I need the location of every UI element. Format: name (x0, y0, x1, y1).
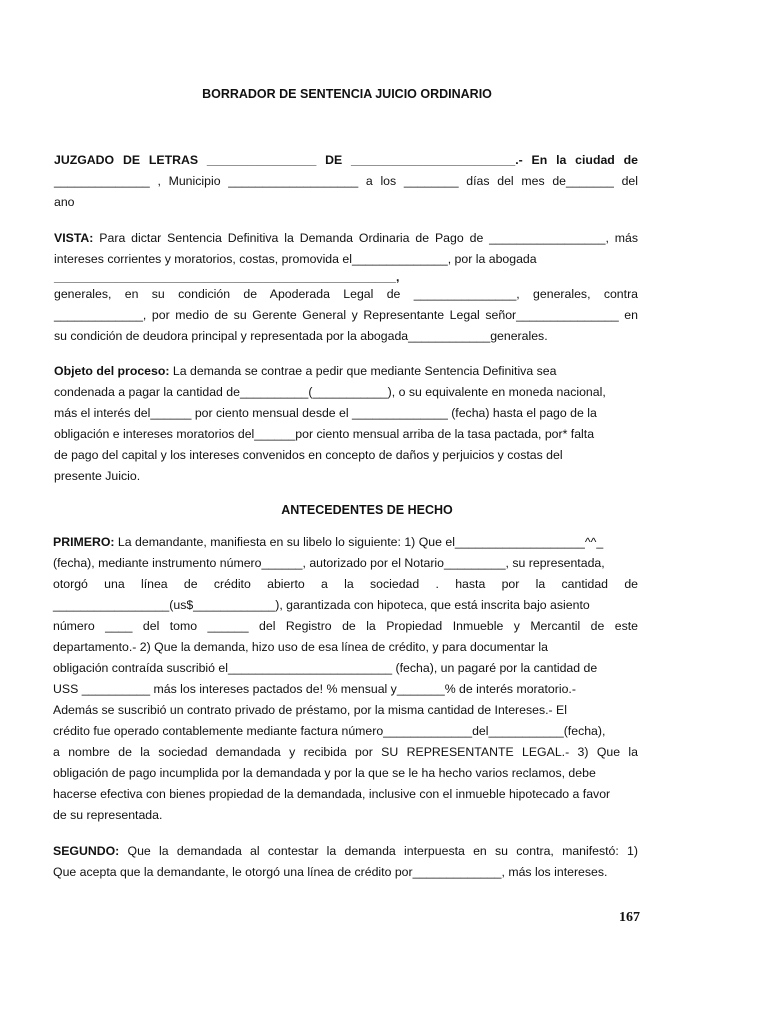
paragraph-juzgado (54, 150, 638, 213)
text-line (54, 228, 638, 249)
text-line: Que acepta que la demandante, le otorgó una línea de crédito por_____________, más los intereses. (53, 865, 608, 879)
text-line: ano (54, 195, 75, 209)
text-line (53, 532, 638, 553)
paragraph-lead: SEGUNDO: (53, 844, 120, 858)
text-line: _________________(us$____________), garantizada con hipoteca, que está inscrita bajo asiento (53, 598, 590, 612)
text-line: presente Juicio. (54, 469, 141, 483)
text-line: Además se suscribió un contrato privado de préstamo, por la misma cantidad de Intereses.- El (53, 703, 567, 717)
paragraph-lead: PRIMERO: (53, 535, 115, 549)
document-title: BORRADOR DE SENTENCIA JUICIO ORDINARIO (202, 87, 492, 101)
text-line: a nombre de la sociedad demandada y recibida por SU REPRESENTANTE LEGAL.- 3) Que la (53, 745, 638, 759)
text-fragment: La demanda se contrae a pedir que mediante Sentencia Definitiva sea (169, 364, 557, 378)
paragraph-objeto (54, 361, 638, 487)
text-line: obligación e intereses moratorios del______por ciento mensual arriba de la tasa pactada, por* falta (54, 427, 595, 441)
paragraph-lead: Objeto del proceso: (54, 364, 170, 378)
paragraph-segundo (53, 841, 638, 883)
text-line: su condición de deudora principal y representada por la abogada____________generales. (54, 329, 548, 343)
text-line: más el interés del______ por ciento mensual desde el ______________ (fecha) hasta el pago de la (54, 406, 597, 420)
text-line: obligación contraída suscribió el________________________ (fecha), un pagaré por la cantidad de (53, 661, 598, 675)
text-line: _____________, por medio de su Gerente General y Representante Legal señor_______________ en (54, 308, 638, 322)
paragraph-vista (54, 228, 638, 347)
text-line: JUZGADO DE LETRAS ________________ DE ________________________.- En la ciudad de (54, 153, 638, 167)
text-line (54, 361, 638, 382)
text-line: número ____ del tomo ______ del Registro de la Propiedad Inmueble y Mercantil de este (53, 619, 638, 633)
text-line (53, 841, 638, 862)
text-line: hacerse efectiva con bienes propiedad de la demandada, inclusive con el inmueble hipotecado a favor (53, 787, 611, 801)
page-number: 167 (619, 910, 640, 925)
text-line: ______________ , Municipio ___________________ a los ________ días del mes de_______ del (54, 174, 638, 188)
text-line: de pago del capital y los intereses convenidos en concepto de daños y perjuicios y costas del (54, 448, 563, 462)
text-line: obligación de pago incumplida por la demandada y por la que se le ha hecho varios reclamos, debe (53, 766, 596, 780)
text-line: condenada a pagar la cantidad de__________(___________), o su equivalente en moneda nacional, (54, 385, 606, 399)
text-line: (fecha), mediante instrumento número______, autorizado por el Notario_________, su representada, (53, 556, 605, 570)
paragraph-lead: VISTA: (54, 231, 94, 245)
section-heading: ANTECEDENTES DE HECHO (281, 503, 453, 517)
paragraph-primero (53, 532, 638, 826)
text-line: departamento.- 2) Que la demanda, hizo uso de esa línea de crédito, y para documentar la (53, 640, 548, 654)
text-line: crédito fue operado contablemente mediante factura número_____________del___________(fecha), (53, 724, 606, 738)
text-line: __________________________________________________, (54, 270, 400, 284)
text-line: USS __________ más los intereses pactados de! % mensual y_______% de interés moratorio.- (53, 682, 576, 696)
text-line: de su representada. (53, 808, 163, 822)
text-line: otorgó una línea de crédito abierto a la sociedad . hasta por la cantidad de (53, 577, 638, 591)
text-fragment: Que la demandada al contestar la demanda interpuesta en su contra, manifestó: 1) (119, 844, 638, 858)
text-line: generales, en su condición de Apoderada Legal de _______________, generales, contra (54, 287, 638, 301)
text-fragment: Para dictar Sentencia Definitiva la Demanda Ordinaria de Pago de _________________, más (93, 231, 638, 245)
text-fragment: La demandante, manifiesta en su libelo lo siguiente: 1) Que el___________________^^_ (114, 535, 604, 549)
text-line: intereses corrientes y moratorios, costas, promovida el______________, por la abogada (54, 252, 537, 266)
